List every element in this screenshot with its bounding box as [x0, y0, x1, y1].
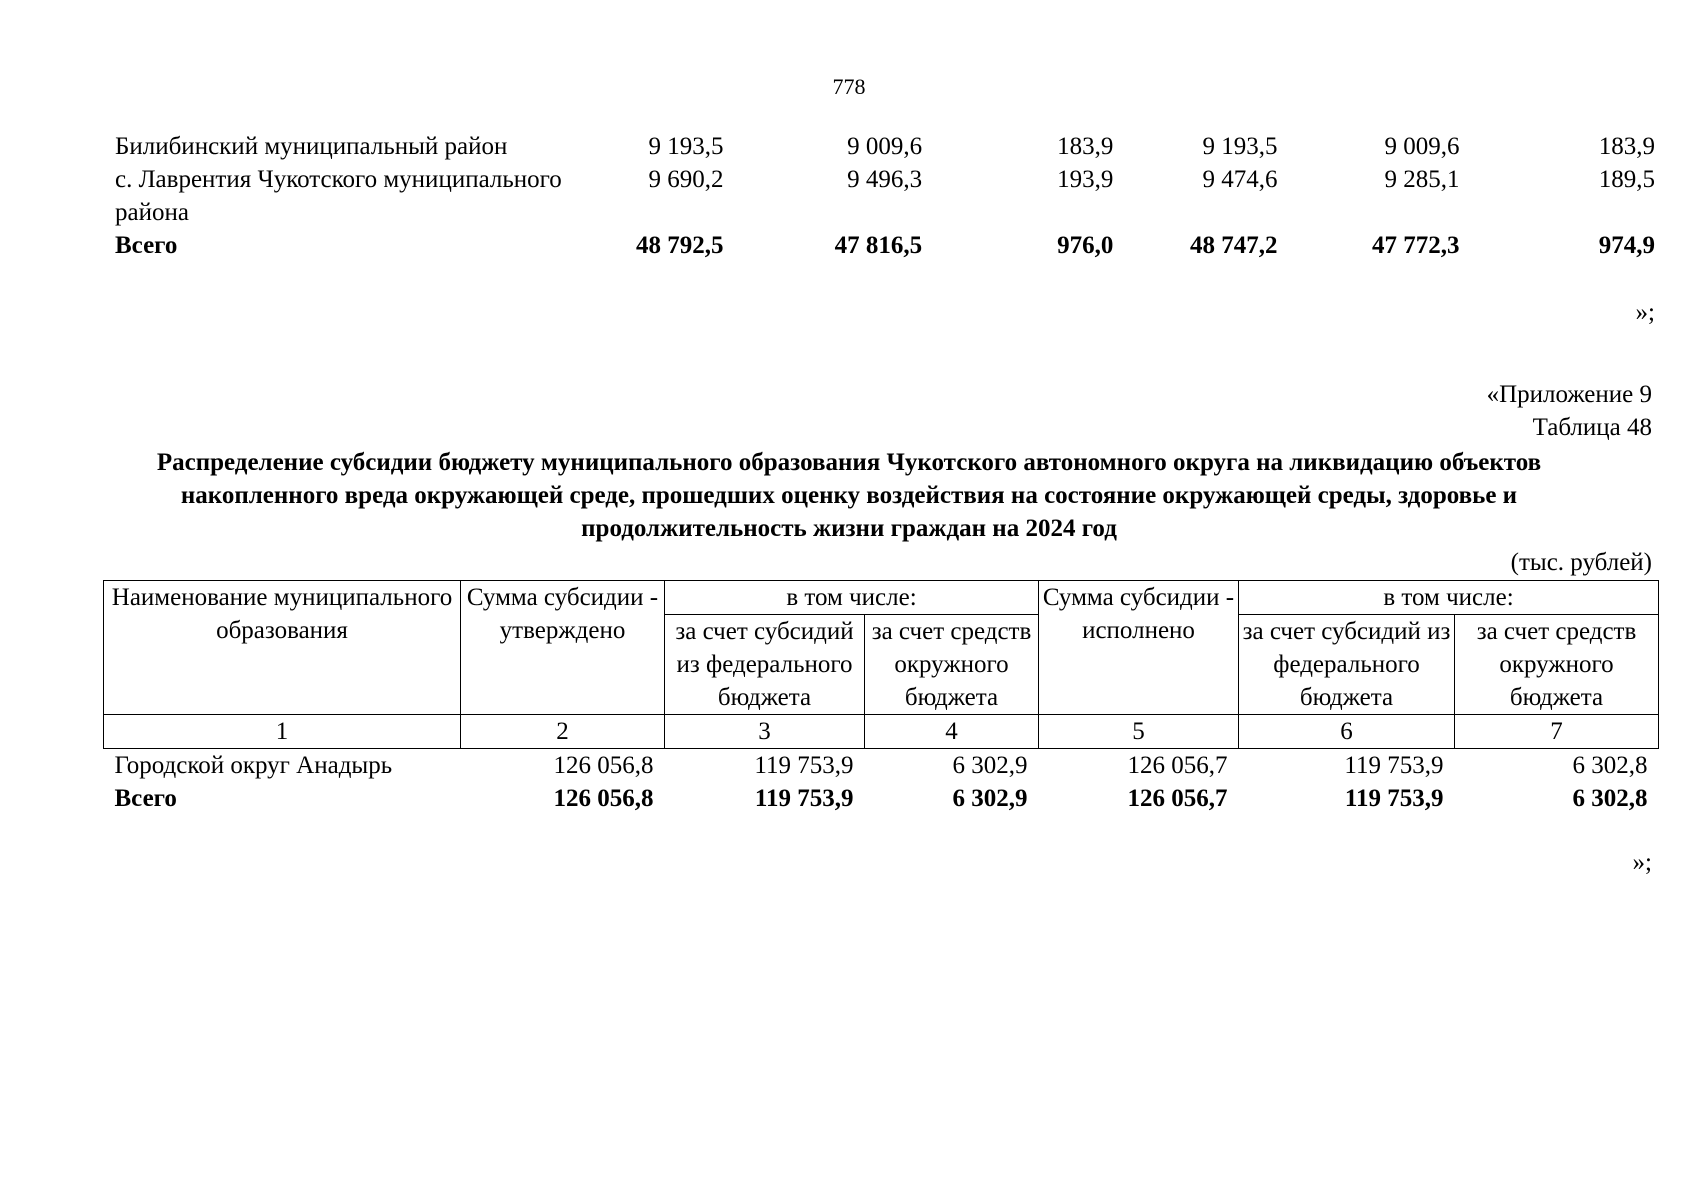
total-label: Всего — [115, 232, 178, 259]
column-number: 3 — [665, 715, 865, 749]
cell-value: 976,0 — [1057, 232, 1114, 259]
cell-value: 126 056,7 — [1127, 752, 1228, 779]
cell-value: 9 474,6 — [1202, 166, 1278, 193]
cell-value: 47 816,5 — [834, 232, 923, 259]
appendix-label: «Приложение 9 — [1486, 381, 1652, 408]
cell-value: 47 772,3 — [1371, 232, 1460, 259]
header-federal: за счет субсидий из федерального бюджета — [1239, 615, 1455, 715]
table-row — [104, 749, 1659, 783]
header-including: в том числе: — [665, 581, 1039, 615]
cell-value: 6 302,9 — [952, 752, 1028, 779]
page-number: 778 — [832, 74, 866, 99]
cell-value: 9 193,5 — [648, 133, 724, 160]
total-row — [115, 229, 1655, 262]
column-number: 6 — [1239, 715, 1455, 749]
cell-value: 119 753,9 — [754, 752, 854, 779]
header-approved: Сумма субсидии - утверждено — [461, 581, 665, 715]
column-number: 1 — [104, 715, 461, 749]
units-label: (тыс. рублей) — [1510, 549, 1652, 576]
table-title: Распределение субсидии бюджету муниципального образования Чукотского автономного округа на ликвидацию объектов накопленного вреда окружающей среде, прошедших оценку воздействия на состояние окружающей среды, здоровье и продолжительность жизни граждан на 2024 год — [156, 449, 1542, 542]
row-name: с. Лаврентия Чукотского муниципального района — [115, 166, 562, 226]
cell-value: 183,9 — [1057, 133, 1114, 160]
header-name: Наименование муниципального образования — [104, 581, 461, 715]
cell-value: 9 690,2 — [648, 166, 724, 193]
column-number: 7 — [1455, 715, 1659, 749]
column-number: 5 — [1039, 715, 1239, 749]
cell-value: 126 056,8 — [553, 785, 654, 812]
cell-value: 6 302,9 — [952, 785, 1028, 812]
cell-value: 9 009,6 — [1384, 133, 1460, 160]
column-number-row — [104, 715, 1659, 749]
cell-value: 183,9 — [1598, 133, 1655, 160]
total-row — [104, 782, 1659, 815]
cell-value: 9 009,6 — [847, 133, 923, 160]
header-district: за счет средств окружного бюджета — [1455, 615, 1659, 715]
header-including: в том числе: — [1239, 581, 1659, 615]
cell-value: 126 056,7 — [1127, 785, 1228, 812]
cell-value: 974,9 — [1598, 232, 1655, 259]
subsidy-table — [103, 580, 1659, 815]
cell-value: 119 753,9 — [1344, 752, 1444, 779]
total-label: Всего — [114, 785, 177, 812]
row-name: Городской округ Анадырь — [114, 752, 393, 779]
closing-quote: »; — [1632, 849, 1652, 876]
cell-value: 48 747,2 — [1190, 232, 1278, 259]
column-number: 2 — [461, 715, 665, 749]
cell-value: 9 285,1 — [1384, 166, 1460, 193]
row-name: Билибинский муниципальный район — [115, 133, 508, 160]
cell-value: 6 302,8 — [1572, 785, 1648, 812]
cell-value: 119 753,9 — [1344, 785, 1444, 812]
header-executed: Сумма субсидии - исполнено — [1039, 581, 1239, 715]
cell-value: 48 792,5 — [635, 232, 724, 259]
cell-value: 9 193,5 — [1202, 133, 1278, 160]
header-row — [104, 581, 1659, 615]
cell-value: 119 753,9 — [754, 785, 854, 812]
table-row — [115, 130, 1655, 163]
closing-quote: »; — [1635, 299, 1655, 326]
cell-value: 189,5 — [1598, 166, 1655, 193]
column-number: 4 — [865, 715, 1039, 749]
header-district: за счет средств окружного бюджета — [865, 615, 1039, 715]
continuation-table — [115, 130, 1655, 262]
header-federal: за счет субсидий из федерального бюджета — [665, 615, 865, 715]
cell-value: 6 302,8 — [1572, 752, 1648, 779]
table-label: Таблица 48 — [1532, 414, 1652, 441]
cell-value: 9 496,3 — [847, 166, 923, 193]
cell-value: 126 056,8 — [553, 752, 654, 779]
table-row — [115, 163, 1655, 229]
cell-value: 193,9 — [1057, 166, 1114, 193]
